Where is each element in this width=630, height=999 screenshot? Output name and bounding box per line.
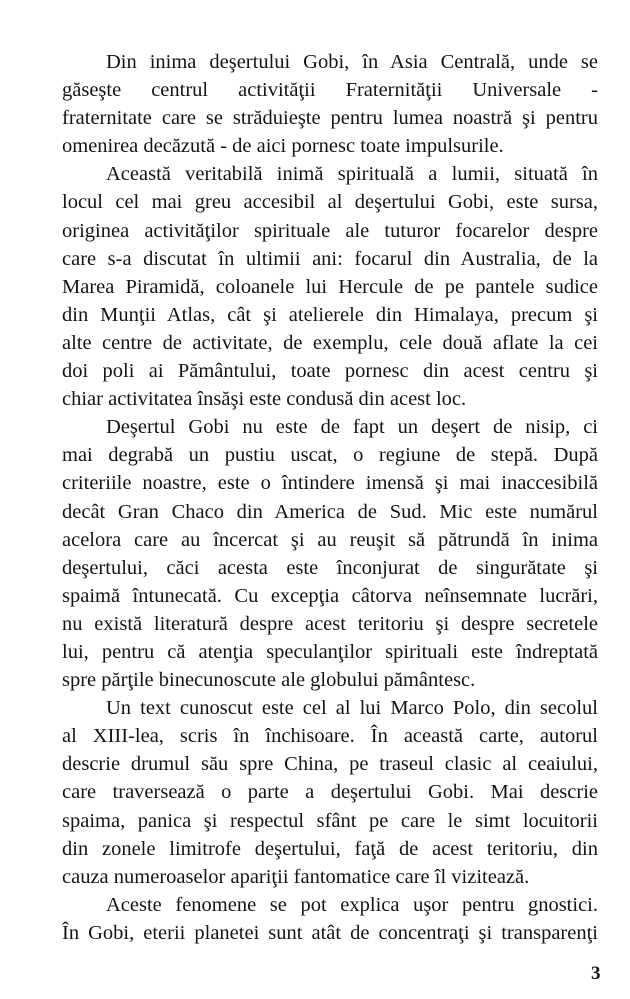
page-body [62,48,598,947]
text-line: deşertului, căci acesta este înconjurat de singurătate şi [62,556,598,579]
text-line: acelora care au încercat şi au reuşit să pătrundă în inima [62,528,598,551]
text-line: fraternitate care se străduieşte pentru lumea noastră şi pentru [62,107,598,130]
text-line: găseşte centrul activităţii Fraternităţii Universale - [62,79,598,102]
paragraph [62,891,598,947]
text-line: spaimă întunecată. Cu excepţia câtorva neînsemnate lucrări, [62,584,598,607]
text-line: decât Gran Chaco din America de Sud. Mic este numărul [62,500,598,523]
text-line: spre părţile binecunoscute ale globului pământesc. [62,669,476,692]
text-line: mai degrabă un pustiu uscat, o regiune de stepă. După [62,444,598,467]
text-line: alte centre de activitate, de exemplu, cele două aflate la cei [62,331,598,354]
text-line: În Gobi, eterii planetei sunt atât de concentraţi şi transparenţi [62,921,598,944]
page-number: 3 [591,963,601,984]
text-line: criteriile noastre, este o întindere imensă şi mai inaccesibilă [62,472,598,495]
paragraph [62,48,598,160]
text-line: cauza numeroaselor apariţii fantomatice care îl vizitează. [62,865,530,888]
text-line: spaima, panica şi respectul sfânt pe care le simt locuitorii [62,809,598,832]
text-line: Din inima deşertului Gobi, în Asia Centrală, unde se [106,51,598,73]
text-line: Marea Piramidă, coloanele lui Hercule de pe pantele sudice [62,275,598,298]
text-line: Această veritabilă inimă spirituală a lumii, situată în [106,163,598,186]
text-line: lui, pentru că atenţia speculanţilor spirituali este îndreptată [62,640,598,663]
text-line: doi poli ai Pământului, toate pornesc din acest centru şi [62,360,598,383]
text-line: Aceste fenomene se pot explica uşor pentru gnostici. [106,893,598,916]
text-line: originea activităţilor spirituale ale tuturor focarelor despre [62,219,598,242]
paragraph [62,160,598,413]
paragraph [62,694,598,891]
text-line: Un text cunoscut este cel al lui Marco Polo, din secolul [106,697,598,720]
paragraph [62,413,598,694]
text-line: din Munţii Atlas, cât şi atelierele din Himalaya, precum şi [62,303,598,326]
text-line: Deşertul Gobi nu este de fapt un deşert de nisip, ci [106,416,598,439]
text-line: locul cel mai greu accesibil al deşertului Gobi, este sursa, [62,191,598,214]
text-line: care traversează o parte a deşertului Gobi. Mai descrie [62,781,598,804]
text-line: care s-a discutat în ultimii ani: focarul din Australia, de la [62,247,598,270]
text-line: nu există literatură despre acest teritoriu şi despre secretele [62,612,598,635]
text-line: chiar activitatea însăşi este condusă din acest loc. [62,388,467,411]
text-line: descrie drumul său spre China, pe traseul clasic al ceaiului, [62,753,598,776]
text-line: al XIII-lea, scris în închisoare. În această carte, autorul [62,725,598,748]
text-line: din zonele limitrofe deşertului, faţă de acest teritoriu, din [62,837,598,860]
text-line: omenirea decăzută - de aici pornesc toate impulsurile. [62,135,504,158]
